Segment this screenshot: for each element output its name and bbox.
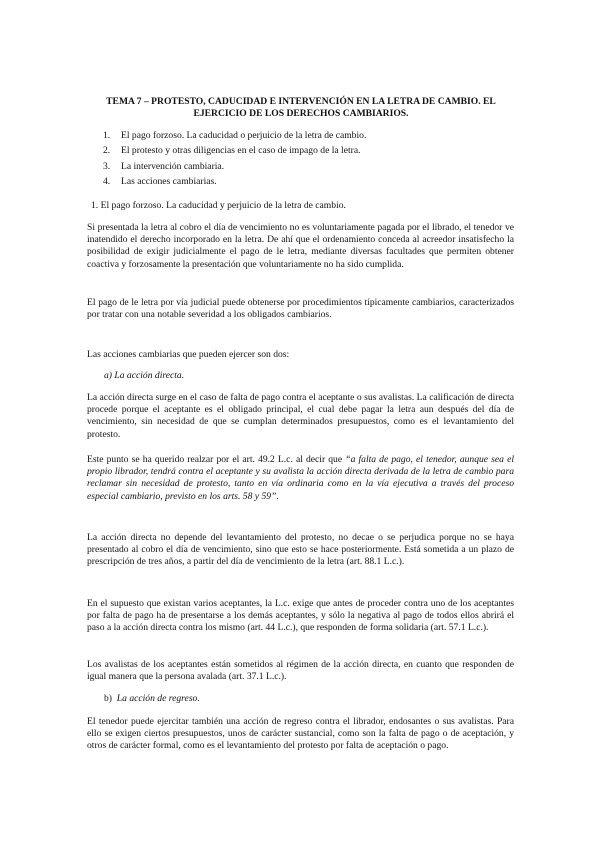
list-text: Las acciones cambiarias.: [121, 176, 217, 188]
list-number: 2.: [103, 145, 111, 157]
paragraph: [87, 454, 514, 503]
subsection-label: b): [104, 693, 112, 704]
list-number: 4.: [103, 176, 111, 188]
paragraph-text: Este punto se ha querido realzar por el art. 49.2 L.c. al decir que: [87, 454, 346, 465]
list-text: El protesto y otras diligencias en el caso de impago de la letra.: [121, 145, 361, 157]
section-heading: 1. El pago forzoso. La caducidad y perjuicio de la letra de cambio.: [91, 200, 346, 211]
page-title: TEMA 7 – PROTESTO, CADUCIDAD E INTERVENCIÓN EN LA LETRA DE CAMBIO. EL EJERCICIO DE LOS DERECHOS CAMBIARIOS.: [106, 96, 496, 119]
list-number: 1.: [103, 130, 111, 141]
list-text: La intervención cambiaria.: [121, 160, 225, 172]
paragraph: El tenedor puede ejercitar también una acción de regreso contra el librador, endosantes o sus avalistas. Para ello se exigen ciertos presupuestos, unos de carácter sustancial, como son la falta de pago o de aceptación, y otros de carácter formal, como es el levantamiento del protesto por falta de aceptación o pago.: [87, 716, 514, 752]
paragraph: Los avalistas de los aceptantes están sometidos al régimen de la acción directa, en cuanto que responden de igual manera que la persona avalada (art. 37.1 L.c.).: [87, 659, 514, 683]
paragraph: Las acciones cambiarias que pueden ejercer son dos:: [87, 349, 290, 360]
paragraph: Si presentada la letra al cobro el día de vencimiento no es voluntariamente pagada por el librado, el tenedor ve inatendido el derecho incorporado en la letra. De ahí que el ordenamiento conceda al acreedor insatisfecho la posibilidad de exigir judicialmente el pago de le letra, mediante diversas facultades que permiten obtener coactiva y forzosamente la presentación que voluntariamente no ha sido cumplida.: [87, 222, 514, 270]
list-text: El pago forzoso. La caducidad o perjuicio de la letra de cambio.: [121, 130, 367, 141]
subsection-heading-text: a) La acción directa.: [104, 370, 185, 381]
paragraph: La acción directa no depende del levantamiento del protesto, no decae o se perjudica porque no se haya presentado al cobro el día de vencimiento, sino que esto se hace posteriormente. Está sometida a un plazo de prescripción de tres años, a partir del día de vencimiento de la letra (art. 88.1 L.c.).: [87, 532, 514, 568]
subsection-heading-text: La acción de regreso.: [116, 693, 200, 704]
list-item: [103, 159, 366, 174]
subsection-heading: [104, 370, 184, 382]
paragraph: El pago de le letra por vía judicial puede obtenerse por procedimientos típicamente cambiarios, caracterizados por tratar con una notable severidad a los obligados cambiarios.: [87, 297, 514, 321]
quoted-text: “a falta de pago, el tenedor, aunque sea el propio librador, tendrá contra el aceptante y su avalista la acción directa derivada de la letra de cambio para reclamar sin necesidad de protesto, tanto en vía ordinaria como en la vía ejecutiva a través del proceso especial cambiario, previsto en los arts. 58 y 59”.: [87, 454, 514, 502]
list-item: [103, 128, 366, 143]
list-item: [103, 143, 366, 158]
subsection-heading: [104, 693, 200, 705]
list-number: 3.: [103, 160, 111, 172]
paragraph: La acción directa surge en el caso de falta de pago contra el aceptante o sus avalistas. La calificación de directa procede porque el aceptante es el obligado principal, el cual debe pagar la letra aun después del día de vencimiento, sin necesidad de que se cumplan determinados presupuestos, como es el levantamiento del protesto.: [87, 392, 514, 440]
list-item: [103, 174, 366, 189]
table-of-contents: [103, 128, 366, 190]
paragraph: En el supuesto que existan varios aceptantes, la L.c. exige que antes de proceder contra uno de los aceptantes por falta de pago ha de presentarse a los demás aceptantes, y sólo la negativa al pago de todos ellos abrirá el paso a la acción directa contra los mismo (art. 44 L.c.), que responden de forma solidaria (art. 57.1 L.c.).: [87, 598, 514, 634]
